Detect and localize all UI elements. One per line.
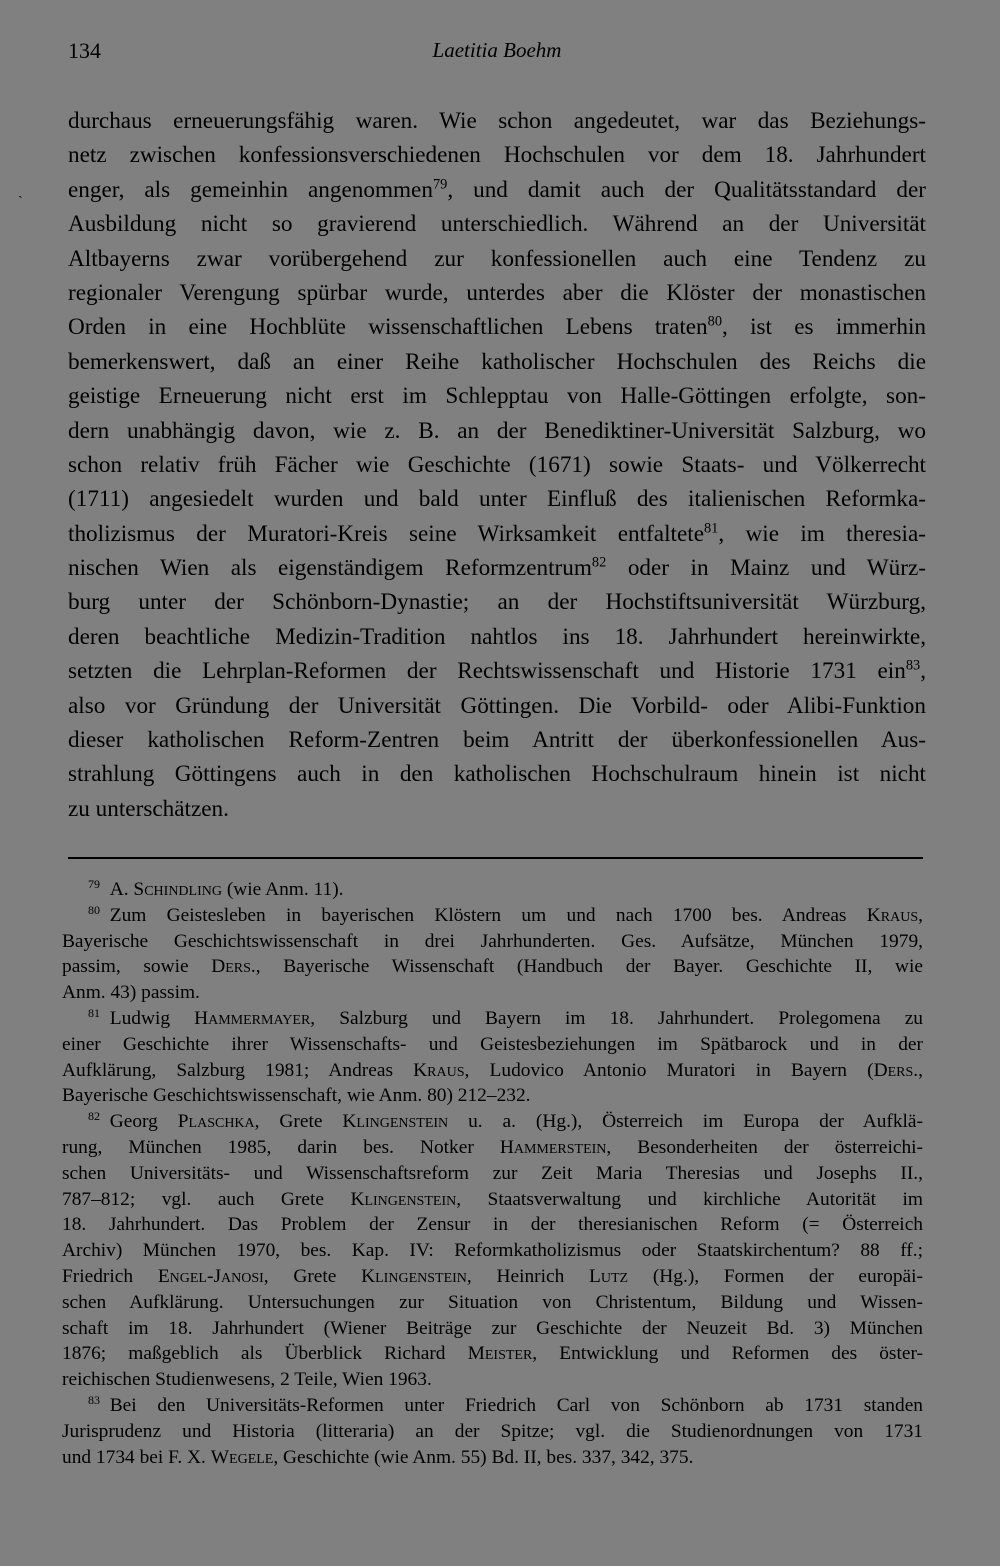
body-line-text: tholizismus der Muratori-Kreis seine Wirksamkeit entfaltete xyxy=(68,520,704,547)
footnote-text: A. xyxy=(109,879,134,900)
footnote-text: Georg xyxy=(109,1111,178,1133)
footnote-text: Ludwig xyxy=(109,1007,195,1029)
footnote-line xyxy=(62,1393,923,1419)
footnote-text: , Entwicklung und Reformen des öster- xyxy=(532,1343,923,1365)
footnote-number: 81 xyxy=(88,1006,101,1021)
footnote-text: , Besonderheiten der österreichi- xyxy=(606,1136,923,1158)
margin-mark: ˎ xyxy=(18,184,23,199)
body-line: bemerkenswert, daß an einer Reihe katholischer Hochschulen des Reichs die xyxy=(68,348,926,375)
author-name: Hammerstein xyxy=(499,1136,607,1158)
footnote-number: 82 xyxy=(88,1109,101,1124)
footnote-text: schen Universitäts- und Wissenschaftsreform zur Zeit Maria Theresias und Josephs II., xyxy=(62,1162,923,1184)
author-name: Plaschka xyxy=(177,1111,255,1133)
footnote-text: , xyxy=(918,904,923,926)
footnote-line xyxy=(62,1161,923,1187)
author-name: Ders xyxy=(211,956,251,978)
footnote-text: einer Geschichte ihrer Wissenschafts- und Geistesbeziehungen im Spätbarock und in der xyxy=(62,1033,923,1055)
footnote-text: rung, München 1985, darin bes. Notker xyxy=(62,1136,500,1158)
footnote xyxy=(62,1109,923,1393)
footnote-line xyxy=(62,903,923,929)
footnote-text: 787–812; vgl. auch Grete xyxy=(62,1188,351,1210)
footnote-number: 80 xyxy=(88,902,101,917)
body-line: dern unabhängig davon, wie z. B. an der Benediktiner-Universität Salzburg, wo xyxy=(68,417,926,444)
author-name: Schindling xyxy=(133,879,222,900)
footnote-text: Bei den Universitäts-Reformen unter Friedrich Carl von Schönborn ab 1731 standen xyxy=(109,1394,923,1416)
body-line: also vor Gründung der Universität Göttingen. Die Vorbild- oder Alibi-Funktion xyxy=(68,692,926,719)
footnote-number: 79 xyxy=(88,877,101,892)
footnote-text: Anm. 43) passim. xyxy=(62,982,200,1004)
author-name: Engel-Janosi xyxy=(157,1265,264,1287)
page-number: 134 xyxy=(68,38,101,63)
body-line: regionaler Verengung spürbar wurde, unterdes aber die Klöster der monastischen xyxy=(68,279,926,306)
body-line xyxy=(68,173,926,207)
footnote-line xyxy=(62,1264,923,1290)
body-line: Altbayerns zwar vorübergehend zur konfessionellen auch eine Tendenz zu xyxy=(68,245,926,272)
footnote-line xyxy=(62,1109,923,1135)
footnote-line xyxy=(62,1187,923,1213)
body-line: durchaus erneuerungsfähig waren. Wie schon angedeutet, war das Beziehungs- xyxy=(68,108,926,134)
footnote-text: Friedrich xyxy=(62,1265,158,1287)
footnote-line xyxy=(62,1032,923,1058)
footnote-ref: 80 xyxy=(707,314,723,331)
footnote-text: Zum Geistesleben in bayerischen Klöstern um und nach 1700 bes. Andreas xyxy=(109,904,867,926)
footnote-line xyxy=(62,1367,923,1393)
footnote-text: Archiv) München 1970, bes. Kap. IV: Reformkatholizismus oder Staatskirchentum? 88 ff.; xyxy=(62,1240,923,1262)
footnote xyxy=(62,877,923,903)
body-line-text: nischen Wien als eigenständigem Reformzentrum xyxy=(68,555,592,582)
body-line: zu unterschätzen. xyxy=(68,795,229,822)
footnote-line xyxy=(62,1083,923,1109)
author-name: Klingenstein xyxy=(342,1111,449,1133)
footnote-line xyxy=(62,1341,923,1367)
footnote-text: ., xyxy=(913,1059,923,1081)
body-line: geistige Erneuerung nicht erst im Schlepptau von Halle-Göttingen erfolgte, son- xyxy=(68,383,926,410)
footnote-text: , Grete xyxy=(254,1111,343,1133)
body-line: burg unter der Schönborn-Dynastie; an der Hochstiftsuniversität Würzburg, xyxy=(68,589,926,616)
body-line xyxy=(68,517,926,551)
author-name: Klingenstein xyxy=(350,1188,457,1210)
footnote xyxy=(62,1393,923,1470)
footnote-text: u. a. (Hg.), Österreich im Europa der Aufklä- xyxy=(448,1111,924,1133)
body-line-text: oder in Mainz und Würz- xyxy=(606,555,926,582)
footnote-line xyxy=(62,1238,923,1264)
footnote-text: (Hg.), Formen der europäi- xyxy=(628,1265,923,1287)
body-text xyxy=(68,104,926,826)
footnote-text: , Salzburg und Bayern im 18. Jahrhundert. Prolegomena zu xyxy=(310,1007,923,1029)
body-line xyxy=(68,310,926,344)
body-line: deren beachtliche Medizin-Tradition nahtlos ins 18. Jahrhundert hereinwirkte, xyxy=(68,623,926,650)
footnote-ref: 79 xyxy=(432,176,448,193)
footnote-text: , Heinrich xyxy=(466,1265,590,1287)
footnote-text: , Grete xyxy=(263,1265,362,1287)
author-name: Hammermayer xyxy=(194,1007,311,1029)
footnote-text: (wie Anm. 11). xyxy=(221,879,344,900)
author-name: Lutz xyxy=(589,1265,629,1287)
footnote-text: , Ludovico Antonio Muratori in Bayern ( xyxy=(464,1059,874,1081)
footnote-ref: 82 xyxy=(591,554,607,571)
author-name: Ders xyxy=(873,1059,914,1081)
body-line: Ausbildung nicht so gravierend unterschiedlich. Während an der Universität xyxy=(68,211,926,238)
footnote-text: Bayerische Geschichtswissenschaft in drei Jahrhunderten. Ges. Aufsätze, München 1979, xyxy=(62,930,923,952)
author-name: Wegele xyxy=(210,1446,274,1468)
footnote-line xyxy=(62,1419,923,1445)
footnote-text: , Staatsverwaltung und kirchliche Autorität im xyxy=(456,1188,924,1210)
footnote-rule xyxy=(68,857,923,859)
footnote-line xyxy=(62,877,923,903)
body-line: (1711) angesiedelt wurden und bald unter Einfluß des italienischen Reformka- xyxy=(68,486,926,513)
author-name: Kraus xyxy=(866,904,919,926)
footnote-line xyxy=(62,1212,923,1238)
footnote-number: 83 xyxy=(88,1392,101,1407)
footnote-line xyxy=(62,1006,923,1032)
footnote-text: 18. Jahrhundert. Das Problem der Zensur in der theresianischen Reform (= Österreich xyxy=(62,1214,923,1236)
body-line: strahlung Göttingens auch in den katholischen Hochschulraum hinein ist nicht xyxy=(68,761,926,788)
running-head: Laetitia Boehm xyxy=(432,38,562,62)
footnote-line xyxy=(62,929,923,955)
footnote-line xyxy=(62,1058,923,1084)
body-line-text: enger, als gemeinhin angenommen xyxy=(68,176,433,203)
author-name: Kraus xyxy=(413,1059,465,1081)
footnote-text: ., Bayerische Wissenschaft (Handbuch der Bayer. Geschichte II, wie xyxy=(250,956,923,978)
page-header xyxy=(68,38,926,68)
footnote-text: reichischen Studienwesens, 2 Teile, Wien 1963. xyxy=(62,1369,432,1391)
footnote xyxy=(62,1006,923,1109)
footnote-line xyxy=(62,1135,923,1161)
footnote-line xyxy=(62,954,923,980)
body-line-text: , wie im theresia- xyxy=(718,520,926,547)
footnote-text: Jurisprudenz und Historia (litteraria) an der Spitze; vgl. die Studienordnungen von 1731 xyxy=(62,1420,923,1442)
footnote-text: schaft im 18. Jahrhundert (Wiener Beiträge zur Geschichte der Neuzeit Bd. 3) München xyxy=(62,1317,923,1339)
author-name: Meister xyxy=(467,1343,533,1365)
body-line xyxy=(68,654,926,688)
footnote-line xyxy=(62,980,923,1006)
footnote-text: Aufklärung, Salzburg 1981; Andreas xyxy=(62,1059,414,1081)
body-line-text: setzten die Lehrplan-Reformen der Rechtswissenschaft und Historie 1731 ein xyxy=(68,658,906,685)
footnote-ref: 83 xyxy=(905,657,921,674)
footnote-text: Bayerische Geschichtswissenschaft, wie Anm. 80) 212–232. xyxy=(62,1085,531,1107)
body-line-text: , xyxy=(920,658,926,685)
footnote-text: und 1734 bei F. X. xyxy=(62,1446,211,1468)
footnote-line xyxy=(62,1290,923,1316)
footnote-text: schen Aufklärung. Untersuchungen zur Situation von Christentum, Bildung und Wissen- xyxy=(62,1291,923,1313)
footnote-ref: 81 xyxy=(703,520,719,537)
body-line: netz zwischen konfessionsverschiedenen Hochschulen vor dem 18. Jahrhundert xyxy=(68,142,926,169)
author-name: Klingenstein xyxy=(361,1265,467,1287)
footnote-text: 1876; maßgeblich als Überblick Richard xyxy=(62,1343,468,1365)
footnote-line xyxy=(62,1316,923,1342)
footnotes xyxy=(62,877,923,1470)
body-line: dieser katholischen Reform-Zentren beim Antritt der überkonfessionellen Aus- xyxy=(68,727,926,754)
body-line-text: Orden in eine Hochblüte wissenschaftlichen Lebens traten xyxy=(68,314,708,341)
footnote-line xyxy=(62,1445,923,1471)
footnote-text: passim, sowie xyxy=(62,956,212,978)
body-line-text: , ist es immerhin xyxy=(722,314,926,341)
body-line-text: , und damit auch der Qualitätsstandard der xyxy=(447,176,926,203)
body-line: schon relativ früh Fächer wie Geschichte (1671) sowie Staats- und Völkerrecht xyxy=(68,451,926,478)
footnote xyxy=(62,903,923,1006)
footnote-text: , Geschichte (wie Anm. 55) Bd. II, bes. 337, 342, 375. xyxy=(273,1446,694,1468)
body-line xyxy=(68,551,926,585)
